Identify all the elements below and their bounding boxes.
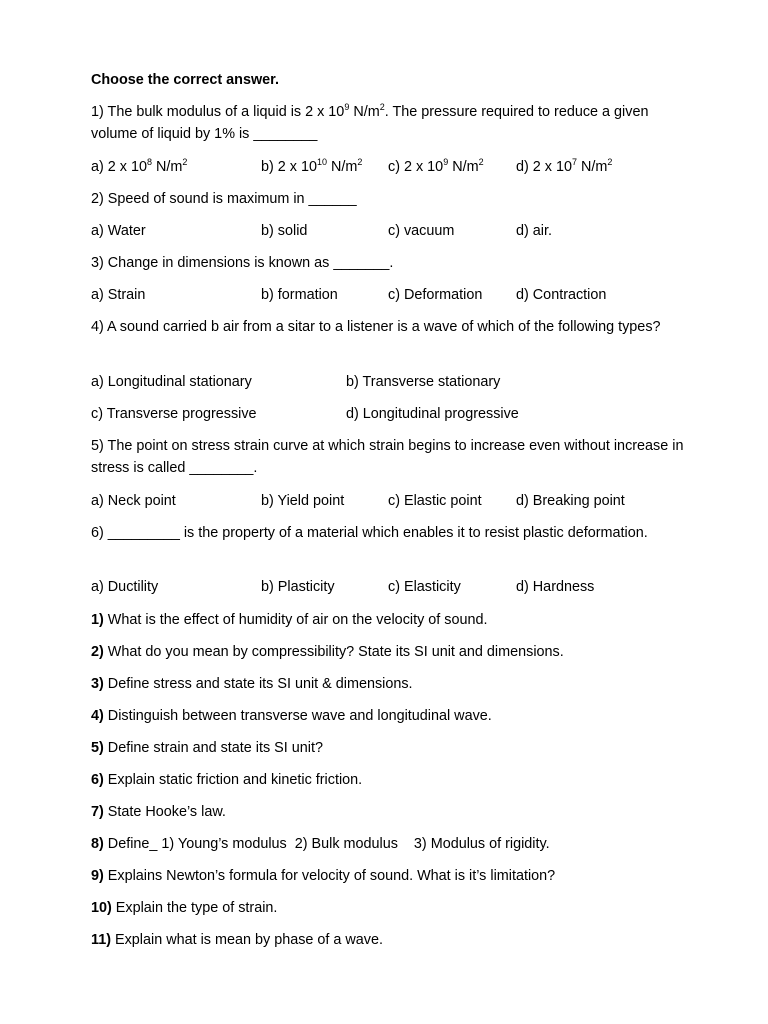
mcq-5-question: 5) The point on stress strain curve at which strain begins to increase even without increase in stress is called ________. <box>91 438 684 476</box>
mcq-2-option-b: b) solid <box>261 223 308 239</box>
short-question-10: 10) Explain the type of strain. <box>91 900 278 916</box>
mcq-1-option-c: c) 2 x $10^9$ $N/m^2$ <box>388 157 484 175</box>
mcq-6-question: 6) _________ is the property of a material which enables it to resist plastic deformation. <box>91 525 648 541</box>
mcq-4-question: 4) A sound carried b air from a sitar to a listener is a wave of which of the following types? <box>91 319 661 335</box>
mcq-2-option-a: a) Water <box>91 223 146 239</box>
mcq-2-option-c: c) vacuum <box>388 223 455 239</box>
mcq-3-option-b: b) formation <box>261 287 338 303</box>
mcq-4-option-b: b) Transverse stationary <box>346 374 501 390</box>
mcq-3-question: 3) Change in dimensions is known as _______. <box>91 255 394 271</box>
short-question-8: 8) Define_ 1) Young’s modulus 2) Bulk modulus 3) Modulus of rigidity. <box>91 836 550 852</box>
mcq-4-option-a: a) Longitudinal stationary <box>91 374 252 390</box>
short-question-2: 2) What do you mean by compressibility? State its SI unit and dimensions. <box>91 644 564 660</box>
mcq-1-option-a: a) 2 x $10^8$ $N/m^2$ <box>91 157 188 175</box>
mcq-6-option-d: d) Hardness <box>516 579 595 595</box>
short-question-6: 6) Explain static friction and kinetic friction. <box>91 772 363 788</box>
mcq-5-option-c: c) Elastic point <box>388 493 482 509</box>
mcq-6-option-b: b) Plasticity <box>261 579 335 595</box>
heading: Choose the correct answer. <box>91 72 279 88</box>
mcq-5-option-a: a) Neck point <box>91 493 176 509</box>
short-question-5: 5) Define strain and state its SI unit? <box>91 740 323 756</box>
mcq-6-option-c: c) Elasticity <box>388 579 461 595</box>
mcq-2-option-d: d) air. <box>516 223 552 239</box>
mcq-3-option-d: d) Contraction <box>516 287 607 303</box>
mcq-4-option-d: d) Longitudinal progressive <box>346 406 519 422</box>
short-question-7: 7) State Hooke’s law. <box>91 804 226 820</box>
mcq-1-option-b: b) 2 x $10^{10}$ $N/m^2$ <box>261 157 363 175</box>
short-question-4: 4) Distinguish between transverse wave and longitudinal wave. <box>91 708 492 724</box>
mcq-6-option-a: a) Ductility <box>91 579 159 595</box>
mcq-3-option-a: a) Strain <box>91 287 146 303</box>
mcq-5-option-d: d) Breaking point <box>516 493 625 509</box>
short-question-9: 9) Explains Newton’s formula for velocity of sound. What is it’s limitation? <box>91 868 556 884</box>
mcq-4-option-c: c) Transverse progressive <box>91 406 257 422</box>
mcq-2-question: 2) Speed of sound is maximum in ______ <box>91 191 357 207</box>
mcq-1-option-d: d) 2 x $10^7$ $N/m^2$ <box>516 157 613 175</box>
mcq-3-option-c: c) Deformation <box>388 287 483 303</box>
short-question-11: 11) Explain what is mean by phase of a wave. <box>91 932 383 948</box>
short-question-3: 3) Define stress and state its SI unit & dimensions. <box>91 676 413 692</box>
mcq-1-question: 1) The bulk modulus of a liquid is 2 x $10^9$ $N/m^2$. The pressure required to reduce a given volume of liquid by 1% is ________ <box>91 102 649 142</box>
mcq-5-option-b: b) Yield point <box>261 493 345 509</box>
short-question-1: 1) What is the effect of humidity of air on the velocity of sound. <box>91 612 488 628</box>
